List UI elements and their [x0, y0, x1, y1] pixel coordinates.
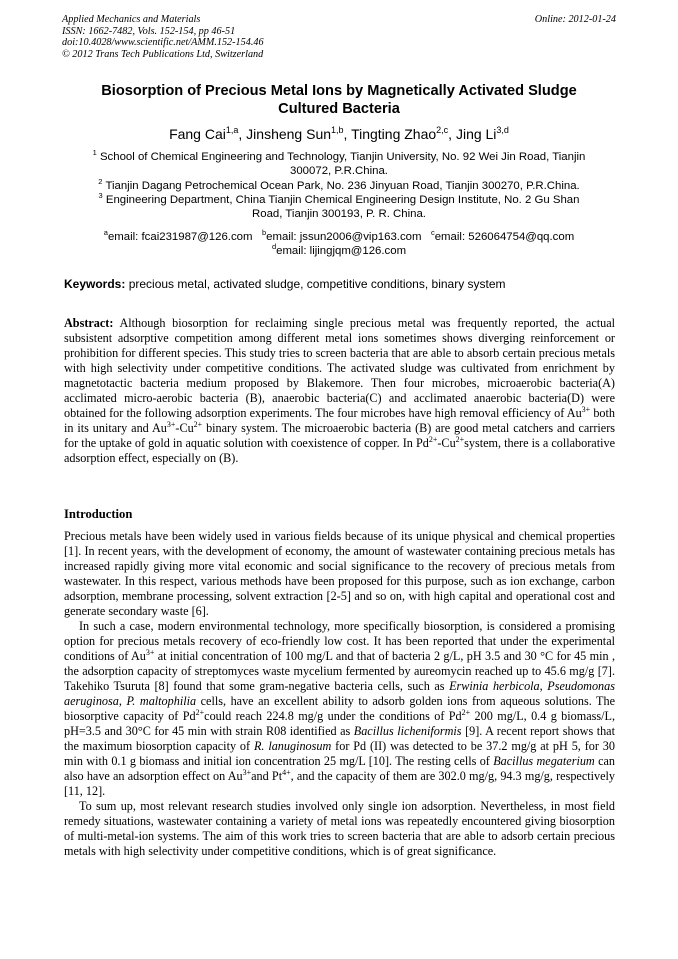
- abstract-text: -Cu: [437, 436, 456, 450]
- doi-line[interactable]: doi:10.4028/www.scientific.net/AMM.152-154.46: [62, 37, 264, 49]
- paragraph-text: cells, have an excellent ability to adsorb golden ions from aqueous solutions. The biosorptive capacity of Pd: [64, 694, 616, 723]
- email-c[interactable]: email: 526064754@qq.com: [434, 231, 575, 243]
- email-marker: d: [271, 242, 277, 252]
- affiliation-3: [64, 193, 614, 222]
- journal-header: [62, 14, 616, 60]
- affiliation-text: Tianjin Dagang Petrochemical Ocean Park, No. 236 Jinyuan Road, Tianjin 300270, P.R.China.: [105, 180, 580, 192]
- paragraph-text: 200 mg/L, 0.4 g biomass/L, pH=3.5 and 30°C for 45 min with strain R08 identified as: [64, 709, 616, 738]
- author-name: Fang Cai: [169, 126, 226, 142]
- ion-charge: 4+: [282, 768, 291, 777]
- title-line-2: Cultured Bacteria: [278, 101, 400, 117]
- author-affil: 2,c: [436, 125, 449, 135]
- abstract: [64, 316, 615, 466]
- author-name: Jing Li: [455, 126, 497, 142]
- paragraph-text: for Pd (II) was detected to be 37.2 mg/g at pH 5, for 30 min with 0.1 g biomass and initial ion concentration 25 mg/L [10]. The resting cells of: [64, 739, 615, 768]
- author-name: Tingting Zhao: [351, 126, 437, 142]
- paragraph: To sum up, most relevant research studies involved only single ion adsorption. Nevertheless, in most field remedy situations, wastewater containing a variety of metal ions was repeatedly encountered giving biosorption of multi-metal-ion systems. The aim of this work tries to screen bacteria that are able to adsorb certain precious metals with high selectivity under competitive conditions, which is of great significance.: [64, 799, 615, 858]
- ion-charge: 2+: [461, 708, 471, 717]
- affiliation-text: 300072, P.R.China.: [290, 165, 388, 178]
- online-date: Online: 2012-01-24: [534, 14, 616, 25]
- paragraph: [64, 619, 615, 799]
- species-name: Bacillus licheniformis: [353, 724, 462, 738]
- species-name: R. lanuginosum: [253, 739, 332, 753]
- ion-charge: 2+: [428, 435, 438, 444]
- paragraph-text: ,: [118, 694, 127, 708]
- abstract-text: -Cu: [175, 421, 194, 435]
- issn-line: ISSN: 1662-7482, Vols. 152-154, pp 46-51: [62, 25, 236, 37]
- title-line-1: Biosorption of Precious Metal Ions by Magnetically Activated Sludge: [101, 83, 577, 99]
- section-heading-introduction: Introduction: [64, 507, 133, 521]
- abstract-text: system, there is a collaborative adsorption effect, especially on (B).: [64, 436, 615, 465]
- author-name: Jinsheng Sun: [246, 126, 332, 142]
- email-d[interactable]: email: lijingjqm@126.com: [276, 245, 407, 258]
- copyright-line: © 2012 Trans Tech Publications Ltd, Switzerland: [62, 48, 264, 60]
- ion-charge: 2+: [195, 708, 205, 717]
- ion-charge: 2+: [455, 435, 465, 444]
- abstract-label: Abstract:: [64, 316, 114, 330]
- ion-charge: 3+: [242, 768, 252, 777]
- paragraph-text: can also have an adsorption effect on Au: [64, 754, 615, 783]
- author-affil: 3,d: [496, 125, 509, 135]
- paper-title: [62, 82, 616, 118]
- paragraph-text: In such a case, modern environmental technology, more specifically biosorption, is considered a promising option for precious metals recovery of eco-friendly low cost. It has been reported that under the experimental conditions of Au: [64, 619, 615, 663]
- email-marker: b: [262, 228, 267, 237]
- journal-name: Applied Mechanics and Materials: [62, 14, 201, 25]
- affiliation-number: 3: [98, 191, 103, 200]
- ion-charge: 3+: [581, 405, 591, 414]
- paragraph-text: , and the capacity of them are 302.0 mg/g, 94.3 mg/g, respectively [11, 12].: [64, 769, 616, 798]
- affiliation-text: Engineering Department, China Tianjin Chemical Engineering Design Institute, No. 2 Gu Shan: [105, 194, 580, 206]
- species-name: Bacillus megaterium: [493, 754, 595, 768]
- ion-charge: 3+: [166, 420, 176, 429]
- affiliation-text: School of Chemical Engineering and Technology, Tianjin University, No. 92 Wei Jin Road, Tianjin: [99, 151, 586, 163]
- keywords-text: precious metal, activated sludge, competitive conditions, binary system: [128, 277, 506, 291]
- paragraph-text: at initial concentration of 100 mg/L and that of bacteria 2 g/L, pH 3.5 and 30 °C for 45 min , the adsorption capacity of streptomyces waste mycelium fermented by aureomycin reached up to 45.6 mg/g [7]. Takehiko Tsuruta [8] found that some gram-negative bacteria cells, such as: [64, 649, 615, 693]
- affiliation-number: 1: [92, 148, 97, 157]
- keywords: [64, 277, 618, 292]
- ion-charge: 2+: [193, 420, 203, 429]
- paragraph-text: and Pt: [251, 769, 283, 783]
- abstract-text: both in its unitary and Au: [64, 406, 615, 435]
- species-name: P. maltophilia: [126, 694, 197, 708]
- email-b[interactable]: email: jssun2006@vip163.com: [266, 231, 422, 243]
- keywords-label: Keywords:: [64, 277, 126, 291]
- author-affil: 1,b: [331, 125, 344, 135]
- email-block: [62, 230, 616, 259]
- paragraph: Precious metals have been widely used in various fields because of its unique physical and chemical properties [1]. In recent years, with the development of economy, the amount of wastewater containing precious metals has increased rapidly giving more vital economic and social significance to the recovery of precious metals from wastewater. In this respect, various methods have been proposed for this purpose, such as ion exchange, carbon adsorption, membrane processing, solvent extraction [2-5] and so on, with high capital and operational cost and generate secondary waste [6].: [64, 529, 615, 618]
- abstract-text: Although biosorption for reclaiming single precious metal was frequently reported, the actual subsistent adsorptive competition among different metal ions sometimes shows diverging reinforcement or prohibition for different species. This study tries to screen bacteria that are able to absorb certain precious metals with high selectivity under competitive conditions. The activated sludge was cultivated from enrichment by magnetotactic bacteria medium proposed by Blakemore. Then four microbes, microaerobic bacteria(A) acclimated micro-aerobic bacteria (B), anaerobic bacteria(C) and acclimated anaerobic bacteria(D) were obtained for the following adsorption experiments. The four microbes have high removal efficiency of Au: [64, 316, 615, 420]
- ion-charge: 3+: [145, 648, 155, 657]
- email-a[interactable]: email: fcai231987@126.com: [107, 231, 253, 243]
- affiliation-text: Road, Tianjin 300193, P. R. China.: [252, 208, 426, 221]
- introduction-body: [64, 529, 615, 859]
- email-marker: a: [103, 228, 108, 237]
- email-marker: c: [430, 228, 435, 237]
- affiliation-1: [64, 150, 614, 179]
- affiliation-number: 2: [98, 177, 103, 186]
- affiliation-2: [64, 179, 614, 193]
- author-affil: 1,a: [225, 125, 239, 135]
- paragraph-text: could reach 224.8 mg/g under the conditions of Pd: [204, 709, 462, 723]
- species-name: Pseudomonas aeruginosa: [64, 679, 615, 708]
- species-name: Erwinia herbicola: [449, 679, 540, 693]
- paragraph-text: [9]. A recent report shows that the maximum biosorption capacity of: [64, 724, 615, 753]
- paragraph-text: ,: [539, 679, 548, 693]
- author-list: Fang Cai$^{1,a}$, Jinsheng Sun$^{1,b}$, Tingting Zhao$^{2,c}$, Jing Li$^{3,d}$: [169, 125, 509, 142]
- abstract-text: binary system. The microaerobic bacteria (B) are good metal catchers and carriers for the uptake of gold in aquatic solution with coexistence of copper. In Pd: [64, 421, 616, 450]
